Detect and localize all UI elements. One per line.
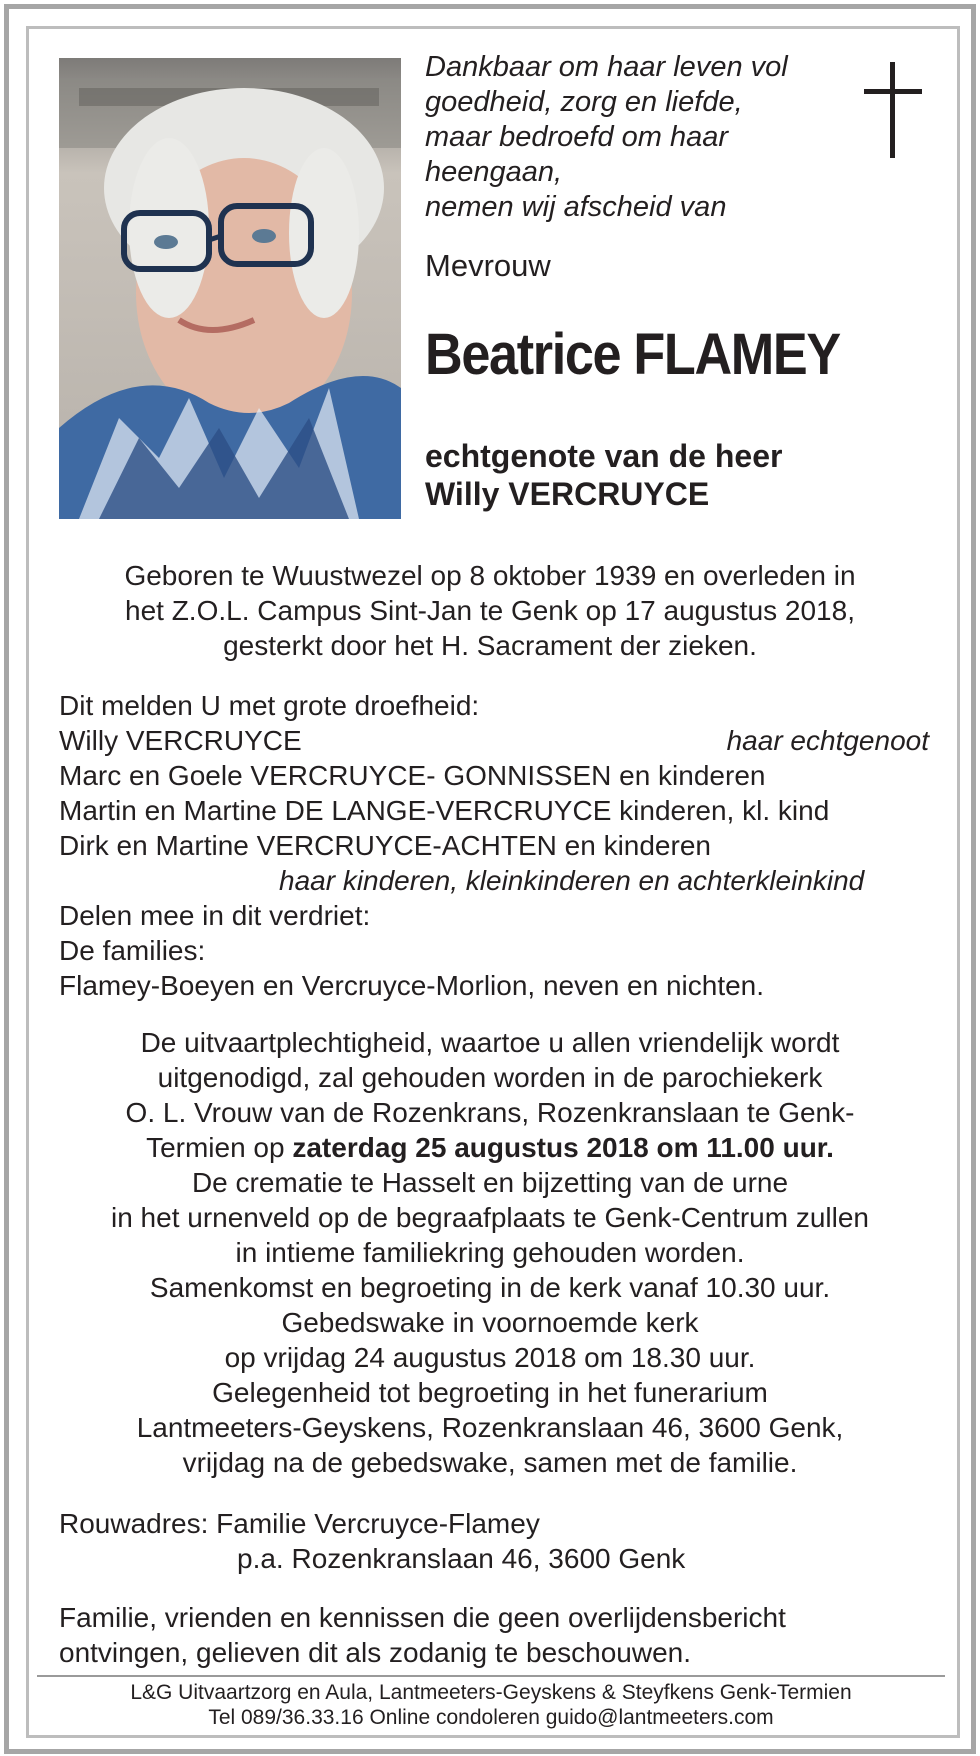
spouse-row	[59, 723, 929, 758]
mourning-address	[59, 1506, 929, 1576]
intro-line: heengaan,	[425, 156, 563, 188]
address-line: Rouwadres: Familie Vercruyce-Flamey	[59, 1508, 540, 1539]
child-row: Marc en Goele VERCRUYCE- GONNISSEN en kinderen	[59, 760, 766, 791]
ceremony-line: in het urnenveld op de begraafplaats te Genk-Centrum zullen	[110, 1202, 870, 1233]
birth-line: Geboren te Wuustwezel op 8 oktober 1939 en overleden in	[124, 560, 856, 591]
notice-line: Familie, vrienden en kennissen die geen overlijdensbericht	[59, 1602, 786, 1633]
ceremony-line: O. L. Vrouw van de Rozenkrans, Rozenkranslaan te Genk-	[125, 1097, 855, 1128]
ceremony-line: Gebedswake in voornoemde kerk	[281, 1307, 699, 1338]
children-role: haar kinderen, kleinkinderen en achterkleinkind	[279, 865, 865, 896]
ceremony-line: De uitvaartplechtigheid, waartoe u allen vriendelijk wordt	[140, 1027, 840, 1058]
spouse-line: echtgenote van de heer	[425, 438, 783, 474]
honorific: Mevrouw	[425, 248, 551, 283]
deceased-name: Beatrice FLAMEY	[425, 322, 840, 387]
ceremony-line: De crematie te Hasselt en bijzetting van de urne	[191, 1167, 789, 1198]
birth-line: het Z.O.L. Campus Sint-Jan te Genk op 17 augustus 2018,	[125, 595, 855, 626]
notice-line: ontvingen, gelieven dit als zodanig te beschouwen.	[59, 1637, 691, 1668]
footer-divider	[37, 1675, 945, 1677]
birth-death-info	[40, 558, 940, 663]
footer-line: L&G Uitvaartzorg en Aula, Lantmeeters-Geyskens & Steyfkens Genk-Termien	[130, 1681, 852, 1704]
footer-line: Tel 089/36.33.16 Online condoleren guido@lantmeeters.com	[208, 1706, 774, 1729]
child-row: Martin en Martine DE LANGE-VERCRUYCE kinderen, kl. kind	[59, 795, 830, 826]
notice-text	[59, 1600, 929, 1670]
birth-line: gesterkt door het H. Sacrament der zieken.	[223, 630, 757, 661]
share-line: De families:	[59, 935, 206, 966]
ceremony-line: Samenkomst en begroeting in de kerk vanaf 10.30 uur.	[149, 1272, 831, 1303]
spouse-info	[425, 437, 782, 513]
cross-icon	[864, 62, 922, 158]
ceremony-line: op vrijdag 24 augustus 2018 om 18.30 uur.	[224, 1342, 756, 1373]
spouse-role: haar echtgenoot	[726, 725, 929, 756]
intro-line: maar bedroefd om haar	[425, 121, 729, 153]
ceremony-line: uitgenodigd, zal gehouden worden in de parochiekerk	[157, 1062, 823, 1093]
ceremony-line: vrijdag na de gebedswake, samen met de familie.	[182, 1447, 798, 1478]
intro-line: Dankbaar om haar leven vol	[425, 51, 788, 83]
spouse-line: Willy VERCRUYCE	[425, 476, 710, 512]
share-line: Delen mee in dit verdriet:	[59, 900, 371, 931]
ceremony-line: Gelegenheid tot begroeting in het funerarium	[212, 1377, 768, 1408]
intro-line: goedheid, zorg en liefde,	[425, 86, 743, 118]
share-line: Flamey-Boeyen en Vercruyce-Morlion, neven en nichten.	[59, 970, 765, 1001]
family-intro: Dit melden U met grote droefheid:	[59, 690, 480, 721]
intro-line: nemen wij afscheid van	[425, 191, 727, 223]
portrait-photo	[59, 58, 401, 519]
spouse-name: Willy VERCRUYCE	[59, 725, 302, 756]
ceremony-date-line	[40, 1130, 940, 1165]
intro-text	[425, 50, 845, 225]
ceremony-date: zaterdag 25 augustus 2018 om 11.00 uur.	[292, 1132, 834, 1163]
ceremony-line: Lantmeeters-Geyskens, Rozenkranslaan 46, 3600 Genk,	[136, 1412, 844, 1443]
ceremony-date-prefix: Termien op	[146, 1132, 293, 1163]
address-line: p.a. Rozenkranslaan 46, 3600 Genk	[237, 1543, 686, 1574]
family-announcement	[59, 688, 929, 1003]
child-row: Dirk en Martine VERCRUYCE-ACHTEN en kinderen	[59, 830, 711, 861]
ceremony-line: in intieme familiekring gehouden worden.	[235, 1237, 745, 1268]
funeral-home-footer	[37, 1680, 945, 1730]
ceremony-info	[40, 1025, 940, 1480]
